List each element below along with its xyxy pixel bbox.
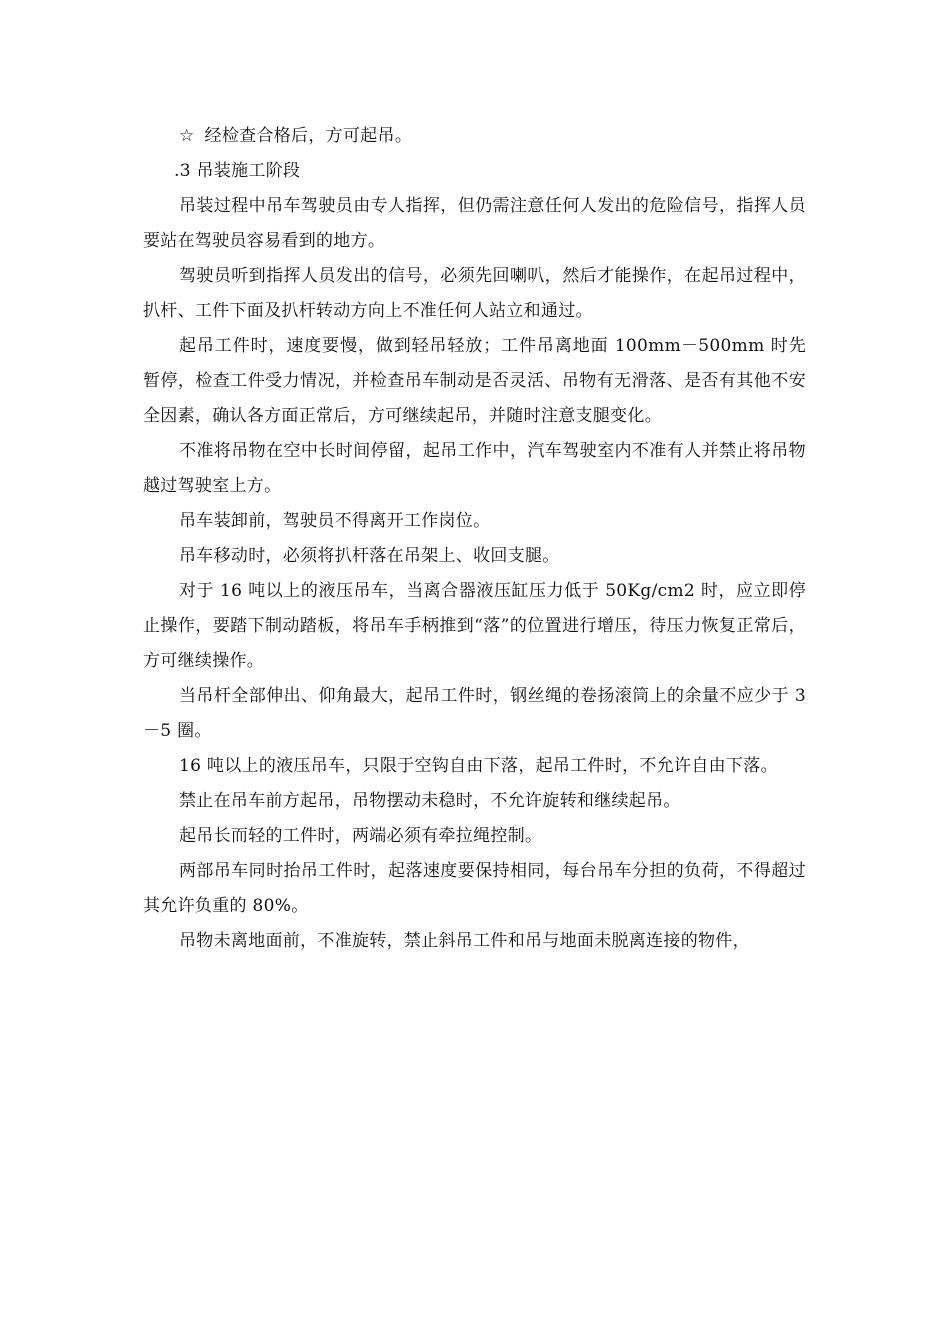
paragraph-6: 吊车移动时，必须将扒杆落在吊架上、收回支腿。 [179,546,560,566]
paragraph-7: 对于 16 吨以上的液压吊车，当离合器液压缸压力低于 50Kg/cm2 时，应立即停止操作，要踏下制动踏板，将吊车手柄推到“落”的位置进行增压，待压力恢复正常后，方可继续操作。 [143,581,806,671]
section-heading: .3 吊装施工阶段 [174,161,301,181]
paragraph-3: 起吊工件时，速度要慢，做到轻吊轻放；工件吊离地面 100mm－500mm 时先暂停，检查工件受力情况，并检查吊车制动是否灵活、吊物有无滑落、是否有其他不安全因素，确认各方面正常后，方可继续起吊，并随时注意支腿变化。 [143,336,806,426]
star-icon: ☆ [179,126,195,146]
paragraph-9: 16 吨以上的液压吊车，只限于空钩自由下落，起吊工件时，不允许自由下落。 [179,756,778,776]
paragraph-12: 两部吊车同时抬吊工件时，起落速度要保持相同，每台吊车分担的负荷，不得超过其允许负重的 80%。 [143,861,806,916]
intro-line [143,119,806,154]
paragraph-8: 当吊杆全部伸出、仰角最大，起吊工件时，钢丝绳的卷扬滚筒上的余量不应少于 3－5 圈。 [143,686,806,741]
paragraph-10: 禁止在吊车前方起吊，吊物摆动未稳时，不允许旋转和继续起吊。 [179,791,681,811]
intro-text: 经检查合格后，方可起吊。 [204,126,413,146]
paragraph-4: 不准将吊物在空中长时间停留，起吊工作中，汽车驾驶室内不准有人并禁止将吊物越过驾驶室上方。 [143,441,806,496]
paragraph-2: 驾驶员听到指挥人员发出的信号，必须先回喇叭，然后才能操作，在起吊过程中，扒杆、工件下面及扒杆转动方向上不准任何人站立和通过。 [143,266,806,321]
paragraph-1: 吊装过程中吊车驾驶员由专人指挥，但仍需注意任何人发出的危险信号，指挥人员要站在驾驶员容易看到的地方。 [143,196,806,251]
document-body [143,119,806,959]
paragraph-11: 起吊长而轻的工件时，两端必须有牵拉绳控制。 [179,826,543,846]
paragraph-13: 吊物未离地面前，不准旋转，禁止斜吊工件和吊与地面未脱离连接的物件， [179,931,750,951]
paragraph-5: 吊车装卸前，驾驶员不得离开工作岗位。 [179,511,491,531]
